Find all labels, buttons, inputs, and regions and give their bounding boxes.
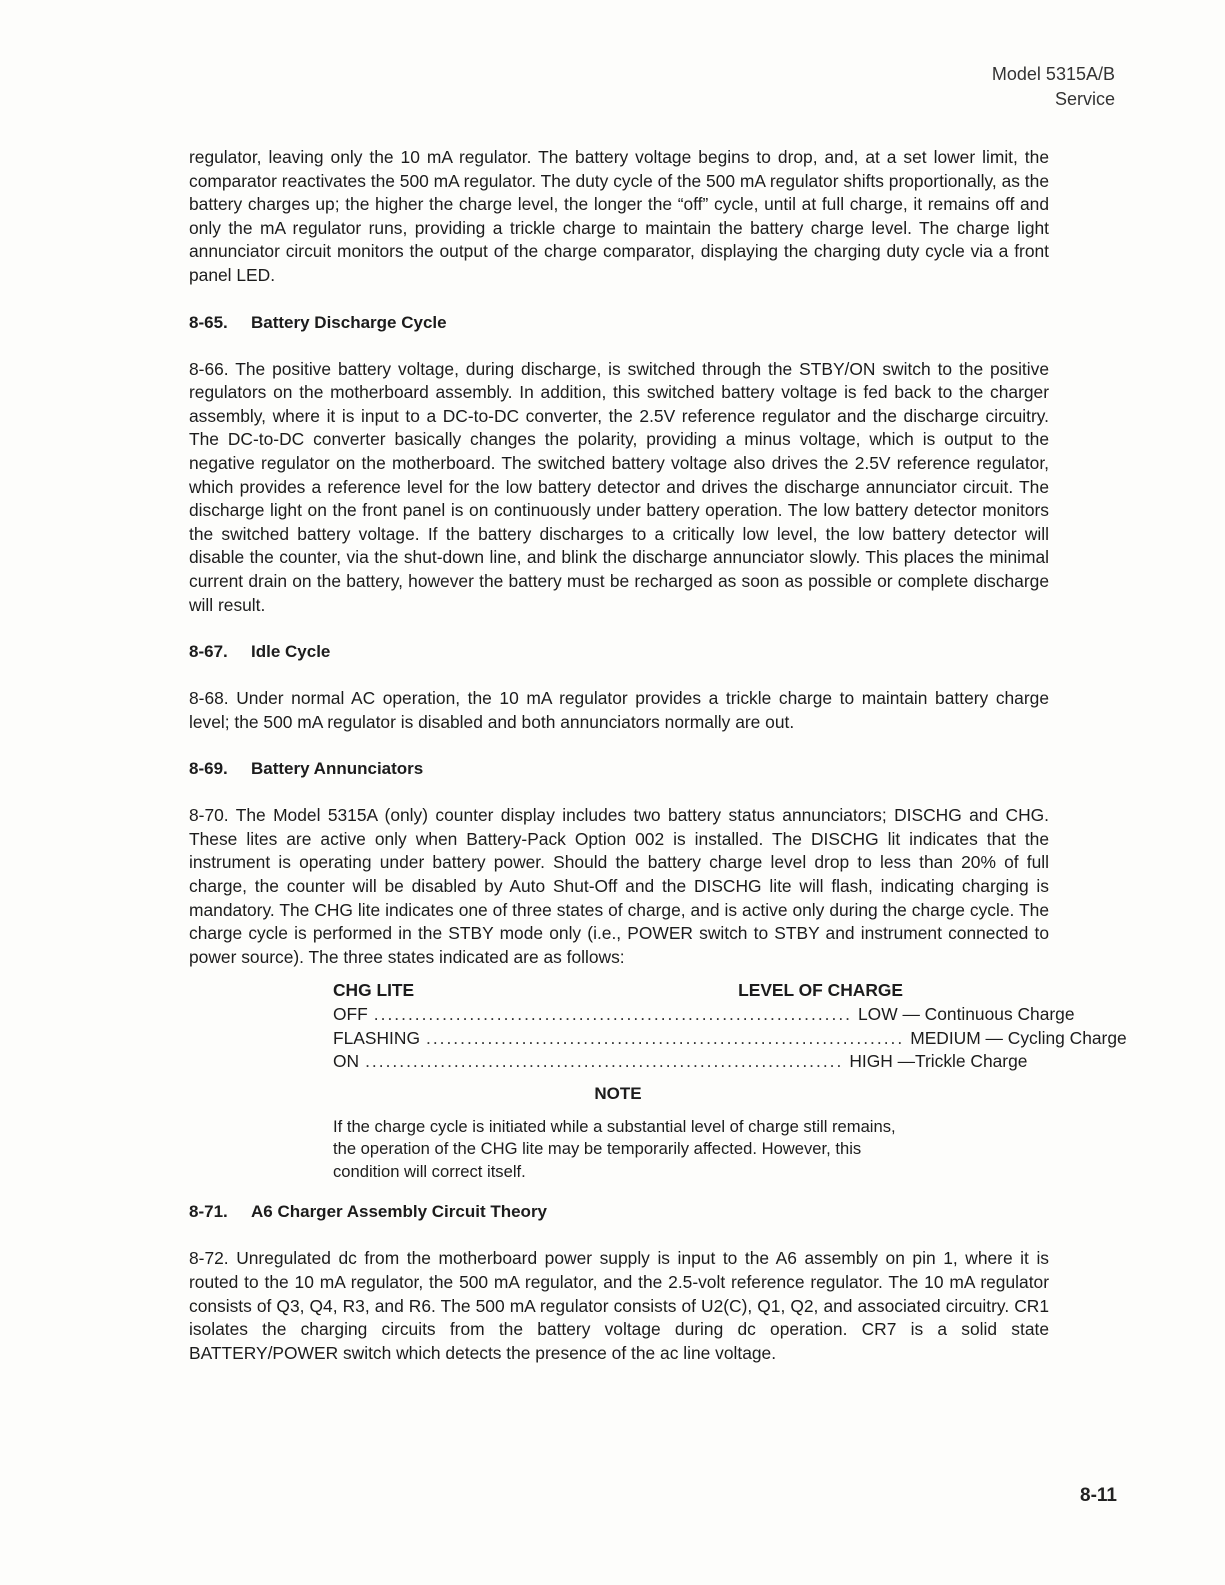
heading-title: Battery Discharge Cycle xyxy=(251,312,447,332)
heading-title: A6 Charger Assembly Circuit Theory xyxy=(251,1202,548,1222)
table-cell-level: LOW — Continuous Charge xyxy=(858,1004,1075,1025)
heading-number: 8-65. xyxy=(189,312,228,332)
heading-8-67 xyxy=(189,641,1049,663)
heading-8-71 xyxy=(189,1201,1049,1223)
paragraph-8-70: 8-70. The Model 5315A (only) counter display includes two battery status annunciators; DISCHG and CHG. These lites are active only when Battery-Pack Option 002 is installed. The DISCHG lit indicates that the instrument is operating under battery power. Should the battery charge level drop to less than 20% of full charge, the counter will be disabled by Auto Shut-Off and the DISCHG lite will flash, indicating charging is mandatory. The CHG lite indicates one of three states of charge, and is active only during the charge cycle. The charge cycle is performed in the STBY mode only (i.e., POWER switch to STBY and instrument connected to power source). The three states indicated are as follows: xyxy=(189,805,1049,967)
leader-dots: ...................................................................... xyxy=(365,1051,844,1072)
heading-number: 8-71. xyxy=(189,1202,228,1222)
leader-dots: ...................................................................... xyxy=(373,1004,852,1025)
table-cell-level: HIGH —Trickle Charge xyxy=(849,1051,1028,1072)
paragraph-8-72: 8-72. Unregulated dc from the motherboard power supply is input to the A6 assembly on pin 1, where it is routed to the 10 mA regulator, the 500 mA regulator, and the 2.5-volt reference regulator. The 10 mA regulator consists of Q3, Q4, R3, and R6. The 500 mA regulator consists of U2(C), Q1, Q2, and associated circuitry. CR1 isolates the charging circuits from the battery voltage during dc operation. CR7 is a solid state BATTERY/POWER switch which detects the presence of the ac line voltage. xyxy=(189,1248,1049,1363)
heading-title: Battery Annunciators xyxy=(251,759,424,779)
page-number: 8-11 xyxy=(1080,1485,1117,1506)
paragraph-intro: regulator, leaving only the 10 mA regulator. The battery voltage begins to drop, and, at a set lower limit, the comparator reactivates the 500 mA regulator. The duty cycle of the 500 mA regulator shifts proportionally, as the battery charges up; the higher the charge level, the longer the “off” cycle, until at full charge, it remains off and only the mA regulator runs, providing a trickle charge to maintain the battery charge level. The charge light annunciator circuit monitors the output of the charge comparator, displaying the charging duty cycle via a front panel LED. xyxy=(189,147,1049,285)
section-label: Service xyxy=(1054,89,1115,109)
table-row xyxy=(333,1050,1028,1074)
table-row xyxy=(333,1003,1075,1027)
page-body xyxy=(189,146,1127,1365)
page-header xyxy=(992,62,1115,112)
table-cell-state: FLASHING xyxy=(333,1027,420,1048)
table-header xyxy=(333,979,903,1003)
table-row xyxy=(333,1027,1127,1051)
paragraph-8-68: 8-68. Under normal AC operation, the 10 mA regulator provides a trickle charge to maintain battery charge level; the 500 mA regulator is disabled and both annunciators normally are out. xyxy=(189,688,1049,732)
heading-8-69 xyxy=(189,758,1049,780)
column-header-chg-lite: CHG LITE xyxy=(333,980,415,1001)
note-title: NOTE xyxy=(594,1083,642,1103)
leader-dots: ...................................................................... xyxy=(425,1027,905,1048)
heading-number: 8-67. xyxy=(189,642,228,662)
model-label: Model 5315A/B xyxy=(991,64,1115,84)
table-cell-state: ON xyxy=(333,1051,360,1072)
heading-8-65 xyxy=(189,312,1049,334)
heading-number: 8-69. xyxy=(189,759,228,779)
table-cell-state: OFF xyxy=(333,1004,368,1025)
paragraph-8-66: 8-66. The positive battery voltage, during discharge, is switched through the STBY/ON switch to the positive regulators on the motherboard assembly. In addition, this switched battery voltage is fed back to the charger assembly, where it is input to a DC-to-DC converter, the 2.5V reference regulator and the discharge circuitry. The DC-to-DC converter basically changes the polarity, providing a minus voltage, which is output to the negative regulator on the motherboard. The switched battery voltage also drives the 2.5V reference regulator, which provides a reference level for the low battery detector and drives the discharge annunciator circuit. The discharge light on the front panel is on continuously under battery operation. The low battery detector monitors the switched battery voltage. If the battery discharges to a critically low level, the low battery detector will disable the counter, via the shut-down line, and blink the discharge annunciator slowly. This places the minimal current drain on the battery, however the battery must be recharged as soon as possible or complete discharge will result. xyxy=(189,358,1049,615)
table-cell-level: MEDIUM — Cycling Charge xyxy=(910,1027,1127,1048)
heading-title: Idle Cycle xyxy=(251,642,331,662)
charge-level-table xyxy=(333,979,1127,1073)
note-text: If the charge cycle is initiated while a substantial level of charge still remains, the operation of the CHG lite may be temporarily affected. However, this condition will correct itself. xyxy=(333,1116,896,1181)
column-header-level: LEVEL OF CHARGE xyxy=(738,980,903,1001)
